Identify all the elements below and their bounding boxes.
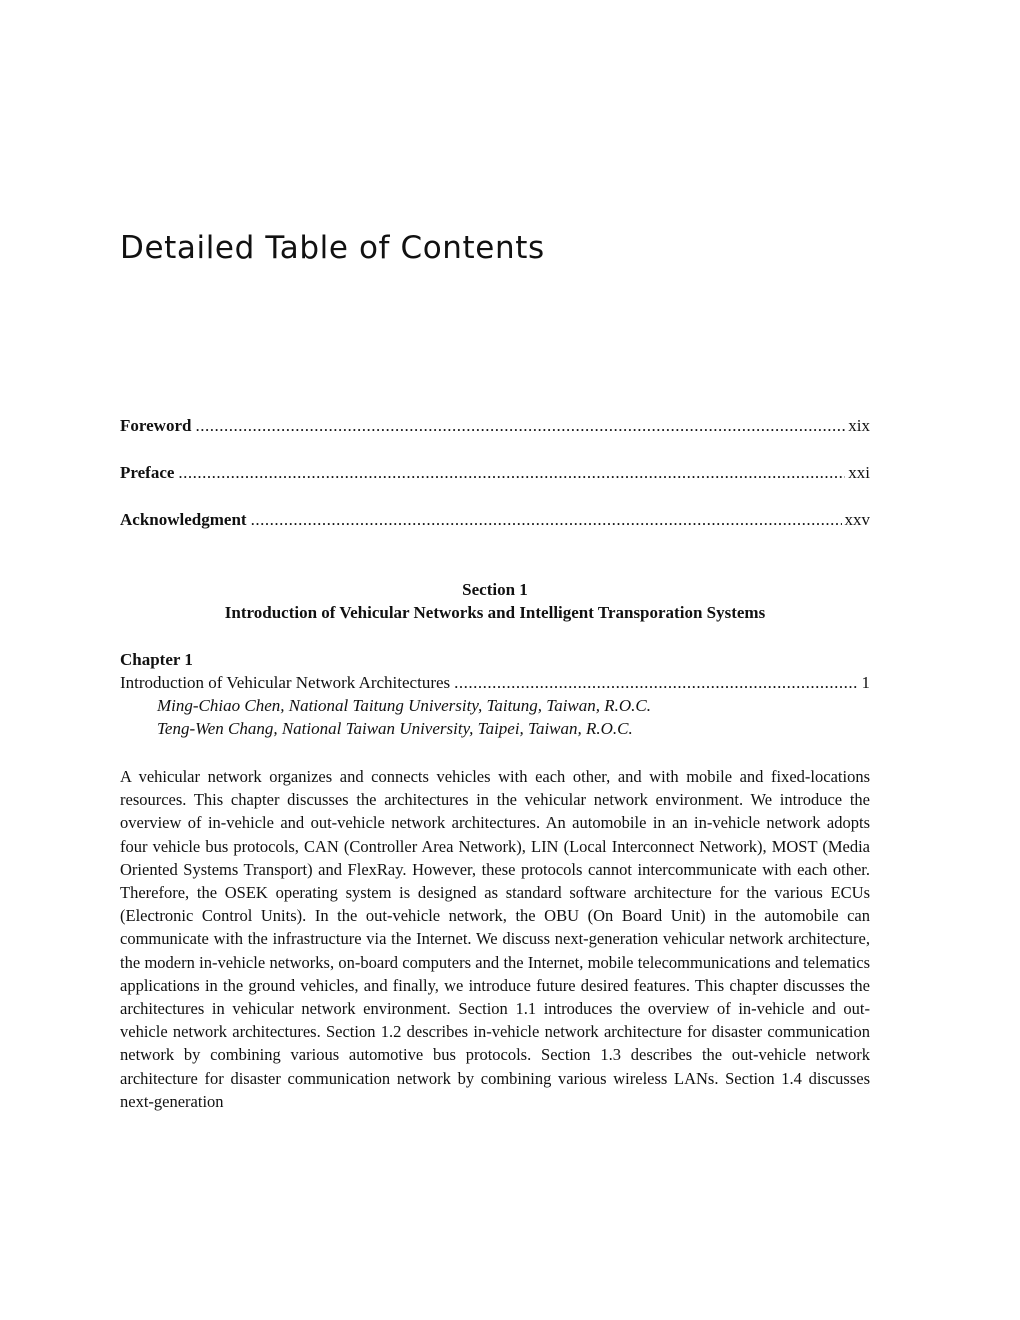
chapter-author: Teng-Wen Chang, National Taiwan University, Taipei, Taiwan, R.O.C. [157, 719, 633, 738]
chapter-abstract: A vehicular network organizes and connects vehicles with each other, and with mobile and fixed-locations resources. This chapter discusses the architectures in the vehicular network environment. We introduce the overview of in-vehicle and out-vehicle network architectures. An automobile in an in-vehicle network adopts four vehicle bus protocols, CAN (Controller Area Network), LIN (Local Interconnect Network), MOST (Media Oriented Systems Transport) and FlexRay. However, these protocols cannot intercommunicate with each other. Therefore, the OSEK operating system is designed as standard software architecture for the various ECUs (Electronic Control Units). In the out-vehicle network, the OBU (On Board Unit) in the automobile can communicate with the infrastructure via the Internet. We discuss next-generation vehicular network architecture, the modern in-vehicle networks, on-board computers and the Internet, mobile telecommunications and telematics applications in the ground vehicles, and finally, we introduce future desired features. This chapter discusses the architectures in vehicular network environment. Section 1.1 introduces the overview of in-vehicle and out-vehicle network architectures. Section 1.2 describes in-vehicle network architecture for disaster communication network by combining various automotive bus protocols. Section 1.3 describes the out-vehicle network architecture for disaster communication network by combining various wireless LANs. Section 1.4 discusses next-generation [120, 767, 870, 1111]
chapter-title-line[interactable] [120, 671, 870, 694]
chapter-author: Ming-Chiao Chen, National Taitung University, Taitung, Taiwan, R.O.C. [157, 696, 652, 715]
dot-leader [195, 414, 845, 437]
section-number: Section 1 [462, 580, 528, 599]
chapter-entry [120, 648, 870, 740]
section-title: Introduction of Vehicular Networks and Intelligent Transporation Systems [224, 603, 766, 622]
toc-entry-foreword[interactable] [120, 414, 870, 437]
dot-leader [251, 508, 842, 531]
toc-entry-label: Acknowledgment [120, 510, 247, 529]
chapter-label: Chapter 1 [120, 650, 193, 669]
section-heading [120, 578, 870, 624]
page-title: Detailed Table of Contents [120, 230, 545, 266]
toc-entry-acknowledgment[interactable] [120, 508, 870, 531]
dot-leader [178, 461, 845, 484]
chapter-title: Introduction of Vehicular Network Architectures [120, 673, 451, 692]
toc-entry-page: xxi [848, 463, 870, 482]
dot-leader [454, 671, 858, 694]
toc-entry-page: xix [848, 416, 870, 435]
toc-entry-label: Preface [120, 463, 175, 482]
toc-entry-preface[interactable] [120, 461, 870, 484]
front-matter-list [120, 414, 870, 555]
toc-entry-label: Foreword [120, 416, 192, 435]
chapter-page: 1 [861, 673, 870, 692]
toc-entry-page: xxv [844, 510, 870, 529]
